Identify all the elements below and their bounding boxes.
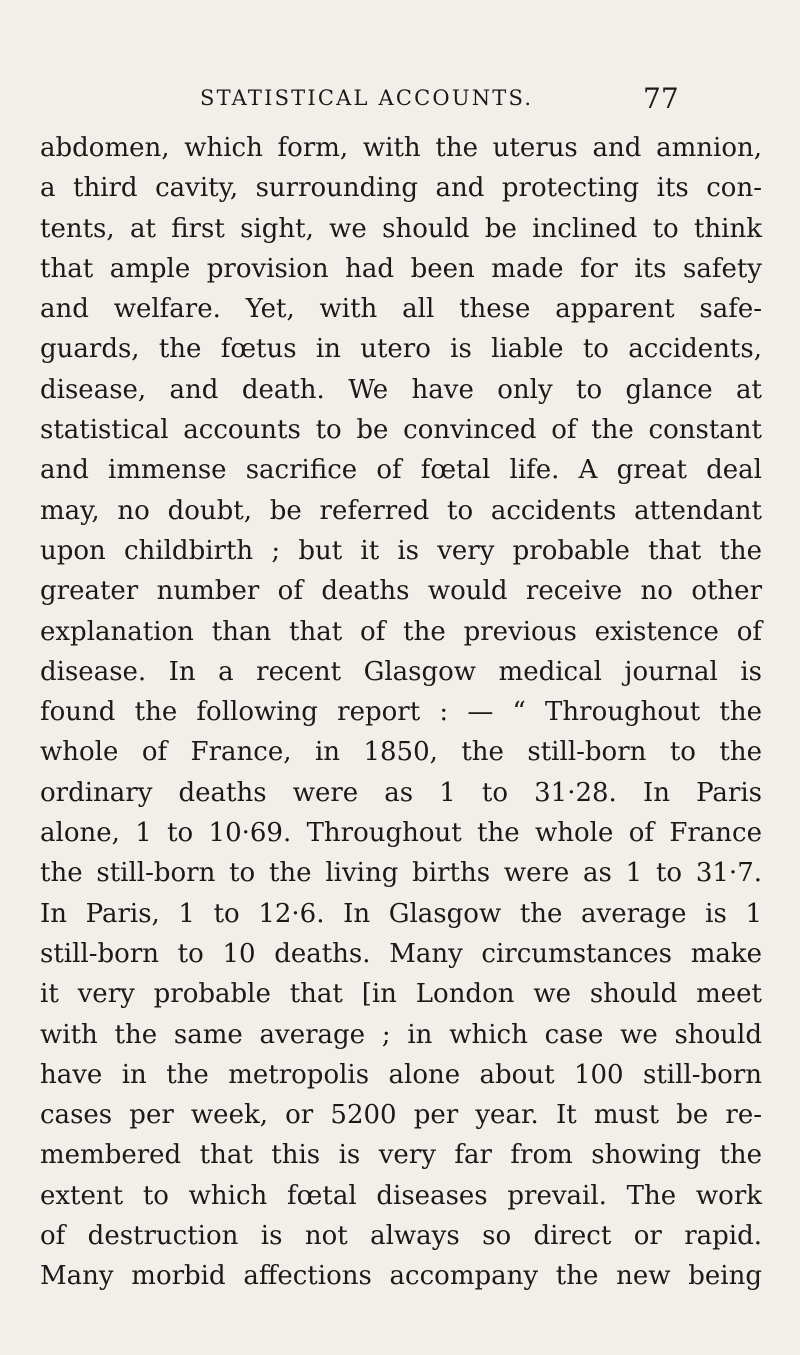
text-line: extent to which fœtal diseases prevail. The work: [40, 1180, 762, 1211]
text-line: statistical accounts to be convinced of the constant: [40, 415, 762, 446]
text-line: In Paris, 1 to 12·6. In Glasgow the average is 1: [40, 898, 762, 929]
body-text: [40, 128, 762, 1297]
text-line: cases per week, or 5200 per year. It must be re-: [40, 1100, 762, 1131]
text-line: and welfare. Yet, with all these apparent safe-: [40, 294, 762, 325]
text-line: a third cavity, surrounding and protecting its con-: [40, 173, 762, 204]
text-line: membered that this is very far from showing the: [40, 1140, 762, 1171]
text-line: still-born to 10 deaths. Many circumstances make: [40, 938, 762, 969]
text-line: it very probable that [in London we should meet: [40, 979, 762, 1010]
text-line: guards, the fœtus in utero is liable to accidents,: [40, 334, 762, 365]
text-line: greater number of deaths would receive no other: [40, 576, 762, 607]
text-line: the still-born to the living births were as 1 to 31·7.: [40, 858, 762, 889]
text-line: Many morbid affections accompany the new being: [40, 1261, 762, 1292]
text-line: disease. In a recent Glasgow medical journal is: [40, 656, 762, 687]
running-head: [0, 80, 800, 120]
text-line: and immense sacrifice of fœtal life. A great deal: [40, 455, 762, 486]
text-line: upon childbirth ; but it is very probable that the: [40, 535, 762, 566]
text-line: explanation than that of the previous existence of: [40, 616, 762, 647]
text-line: disease, and death. We have only to glance at: [40, 374, 762, 405]
text-line: found the following report : — “ Throughout the: [40, 697, 762, 728]
text-line: with the same average ; in which case we should: [40, 1019, 762, 1050]
text-line: abdomen, which form, with the uterus and amnion,: [40, 133, 762, 163]
text-line: may, no doubt, be referred to accidents attendant: [40, 495, 762, 526]
text-line: have in the metropolis alone about 100 still-born: [40, 1059, 762, 1090]
text-line: whole of France, in 1850, the still-born to the: [40, 737, 762, 768]
text-line: alone, 1 to 10·69. Throughout the whole of France: [40, 818, 762, 849]
text-line: that ample provision had been made for its safety: [40, 253, 762, 284]
running-title: STATISTICAL ACCOUNTS.: [200, 86, 534, 110]
page-number: 77: [643, 82, 679, 115]
text-line: of destruction is not always so direct or rapid.: [40, 1221, 762, 1252]
text-line: ordinary deaths were as 1 to 31·28. In Paris: [40, 777, 762, 808]
text-line: tents, at first sight, we should be inclined to think: [40, 213, 762, 244]
